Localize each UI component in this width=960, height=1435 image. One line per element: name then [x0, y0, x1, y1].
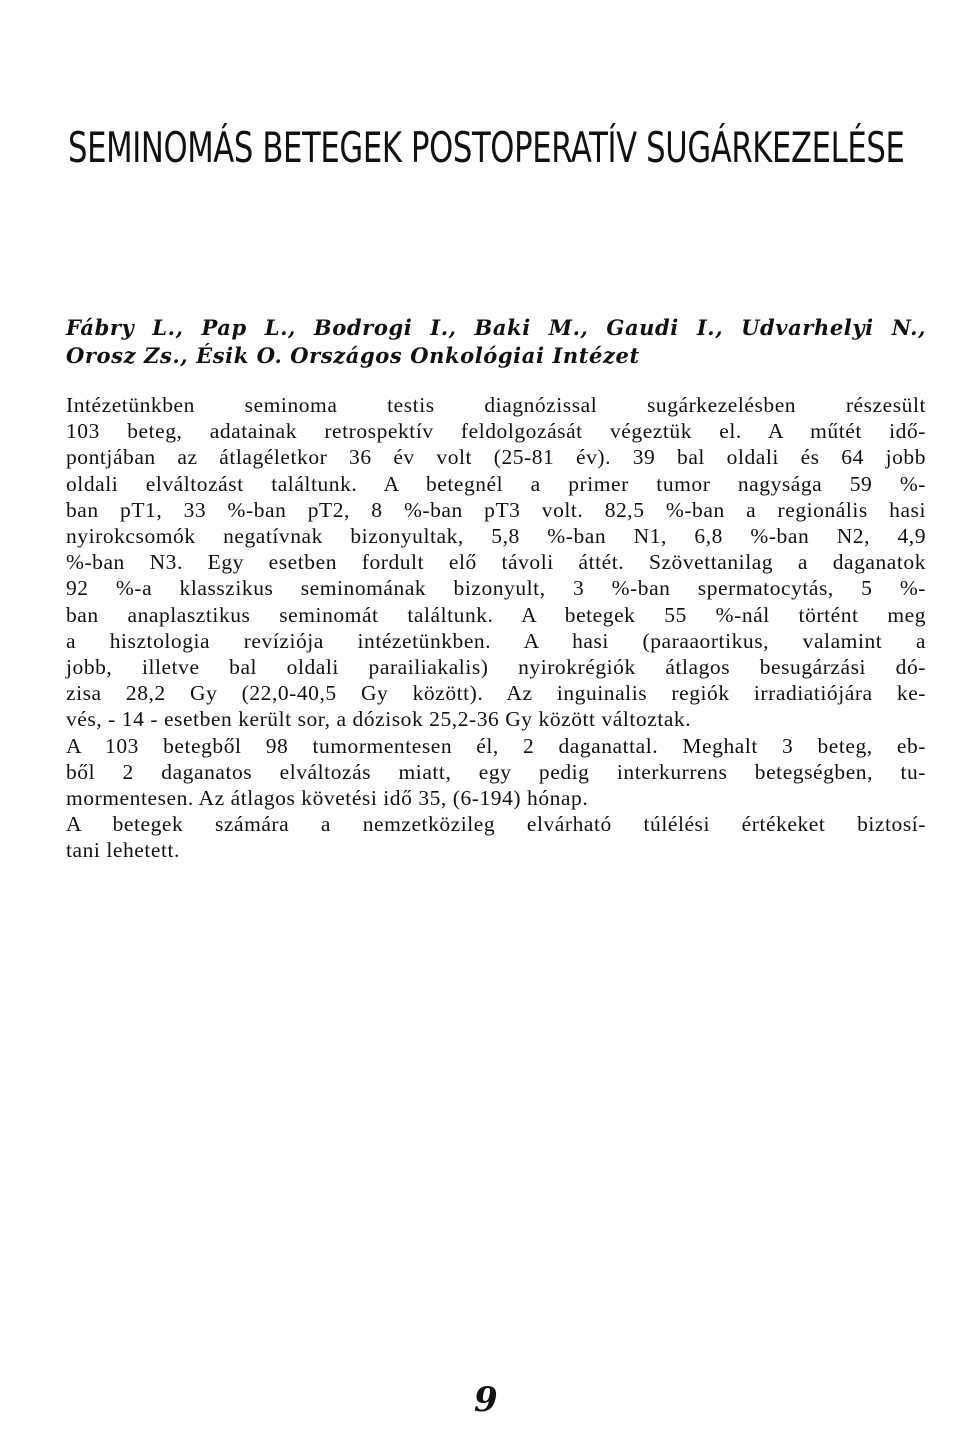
abstract-body: [66, 392, 926, 864]
body-line: 103 beteg, adatainak retrospektív feldolgozását végeztük el. A műtét idő-: [66, 419, 926, 444]
body-line: Intézetünkben seminoma testis diagnózissal sugárkezelésben részesült: [66, 393, 926, 417]
body-line: oldali elváltozást találtunk. A betegnél a primer tumor nagysága 59 %-: [66, 471, 926, 496]
body-line: 92 %-a klasszikus seminomának bizonyult, 3 %-ban spermatocytás, 5 %-: [66, 576, 926, 601]
body-line: ban anaplasztikus seminomát találtunk. A betegek 55 %-nál történt meg: [66, 602, 926, 627]
authors-line-1: Fábry L., Pap L., Bodrogi I., Baki M., Gaudi I., Udvarhelyi N.,: [66, 315, 926, 340]
body-line: A 103 betegből 98 tumormentesen él, 2 daganattal. Meghalt 3 beteg, eb-: [66, 733, 926, 758]
body-line: tani lehetett.: [66, 838, 180, 863]
body-line: nyirokcsomók negatívnak bizonyultak, 5,8 %-ban N1, 6,8 %-ban N2, 4,9: [66, 524, 926, 549]
body-line: a hisztologia revíziója intézetünkben. A hasi (paraaortikus, valamint a: [66, 628, 926, 653]
body-line: %-ban N3. Egy esetben fordult elő távoli áttét. Szövettanilag a daganatok: [66, 550, 926, 575]
authors-line-2: Orosz Zs., Ésik O. Országos Onkológiai Intézet: [66, 343, 640, 368]
body-line: zisa 28,2 Gy (22,0-40,5 Gy között). Az inguinalis regiók irradiatiójára ke-: [66, 681, 926, 706]
body-line: jobb, illetve bal oldali parailiakalis) nyirokrégiók átlagos besugárzási dó-: [66, 655, 926, 680]
page-number: 9: [474, 1380, 498, 1420]
body-line: A betegek számára a nemzetközileg elvárható túlélési értékeket biztosí-: [66, 812, 926, 837]
document-title: SEMINOMÁS BETEGEK POSTOPERATÍV SUGÁRKEZELÉSE: [68, 123, 905, 172]
body-line: pontjában az átlagéletkor 36 év volt (25-81 év). 39 bal oldali és 64 jobb: [66, 445, 926, 470]
body-line: ből 2 daganatos elváltozás miatt, egy pedig interkurrens betegségben, tu-: [66, 759, 926, 784]
body-line: vés, - 14 - esetben került sor, a dózisok 25,2-36 Gy között változtak.: [66, 707, 692, 732]
body-line: ban pT1, 33 %-ban pT2, 8 %-ban pT3 volt. 82,5 %-ban a regionális hasi: [66, 497, 926, 522]
body-line: mormentesen. Az átlagos követési idő 35, (6-194) hónap.: [66, 786, 589, 811]
